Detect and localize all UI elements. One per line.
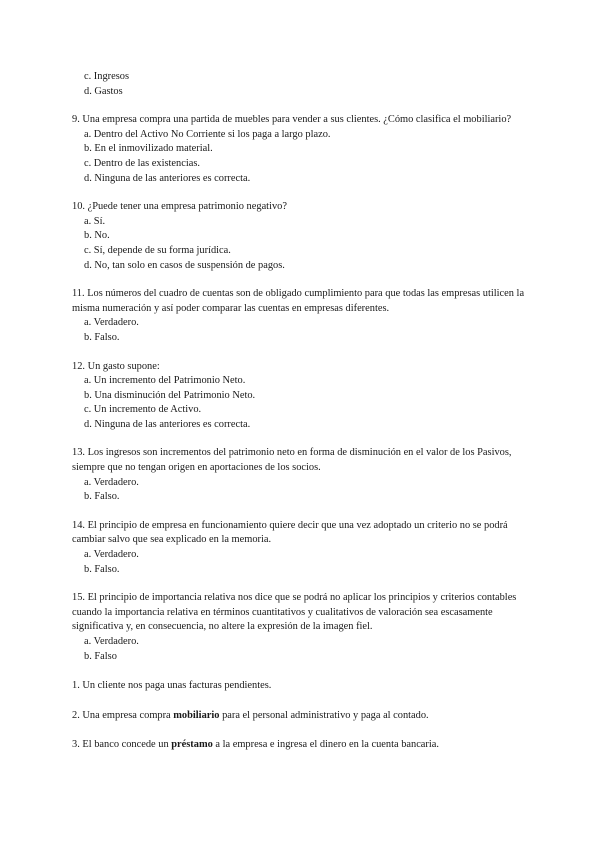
question-14 <box>72 519 540 577</box>
question-text: 11. Los números del cuadro de cuentas son de obligado cumplimiento para que todas las empresas utilicen la misma numeración y así poder comparar las cuentas en empresas diferentes. <box>72 288 525 314</box>
question-text: 12. Un gasto supone: <box>72 360 160 372</box>
question-12 <box>72 360 540 433</box>
option: c. Sí, depende de su forma jurídica. <box>84 244 231 256</box>
question-10 <box>72 200 540 273</box>
option: a. Verdadero. <box>84 636 139 647</box>
option: a. Verdadero. <box>84 317 139 329</box>
exercise-text-tail: para el personal administrativo y paga al contado. <box>219 709 429 721</box>
exercise-text-tail: a la empresa e ingresa el dinero en la cuenta bancaria. <box>212 739 439 751</box>
exercise-text: 1. Un cliente nos paga unas facturas pendientes. <box>72 680 272 692</box>
option: a. Sí. <box>84 215 106 227</box>
question-text: 10. ¿Puede tener una empresa patrimonio negativo? <box>72 201 287 213</box>
option: c. Dentro de las existencias. <box>84 157 200 169</box>
exercise-3 <box>72 738 540 753</box>
exercise-1 <box>72 679 540 694</box>
question-13 <box>72 446 540 504</box>
option: a. Verdadero. <box>84 476 139 488</box>
option: d. Ninguna de las anteriores es correcta. <box>84 172 251 184</box>
exercise-text: 2. Una empresa compra <box>72 709 174 721</box>
exercise-bold-term: mobiliario <box>173 709 220 721</box>
option: c. Ingresos <box>84 71 130 82</box>
option: d. Ninguna de las anteriores es correcta. <box>84 418 251 430</box>
exercise-bold-term: préstamo <box>171 739 213 751</box>
question-15 <box>72 591 540 664</box>
option: a. Un incremento del Patrimonio Neto. <box>84 375 246 387</box>
option: b. No. <box>84 230 110 242</box>
option: a. Dentro del Activo No Corriente si los paga a largo plazo. <box>84 128 331 140</box>
option: b. Falso. <box>84 331 120 343</box>
option: b. Una disminución del Patrimonio Neto. <box>84 389 256 401</box>
option: a. Verdadero. <box>84 549 139 561</box>
question-text: 15. El principio de importancia relativa nos dice que se podrá no aplicar los principios y criterios contables cuando la importancia relativa en términos cuantitativos y cualitativos de valoración sea escasamente significativa y, en consecuencia, no altere la expresión de la imagen fiel. <box>72 592 517 633</box>
exercise-2 <box>72 709 540 724</box>
option: b. En el inmovilizado material. <box>84 143 213 155</box>
option: b. Falso. <box>84 491 120 503</box>
option: c. Un incremento de Activo. <box>84 404 202 416</box>
option: b. Falso <box>84 650 117 662</box>
question-text: 9. Una empresa compra una partida de muebles para vender a sus clientes. ¿Cómo clasifica el mobiliario? <box>72 114 512 126</box>
option: b. Falso. <box>84 563 120 575</box>
option: d. Gastos <box>84 85 123 97</box>
option: d. No, tan solo en casos de suspensión de pagos. <box>84 259 285 271</box>
question-11 <box>72 287 540 345</box>
question-9 <box>72 113 540 186</box>
question-text: 14. El principio de empresa en funcionamiento quiere decir que una vez adoptado un criterio no se podrá cambiar salvo que sea explicado en la memoria. <box>72 519 508 546</box>
exercise-text: 3. El banco concede un <box>72 739 172 751</box>
lead-options <box>72 70 540 99</box>
question-text: 13. Los ingresos son incrementos del patrimonio neto en forma de disminución en el valor de los Pasivos, siempre que no tengan origen en aportaciones de los socios. <box>72 447 512 474</box>
